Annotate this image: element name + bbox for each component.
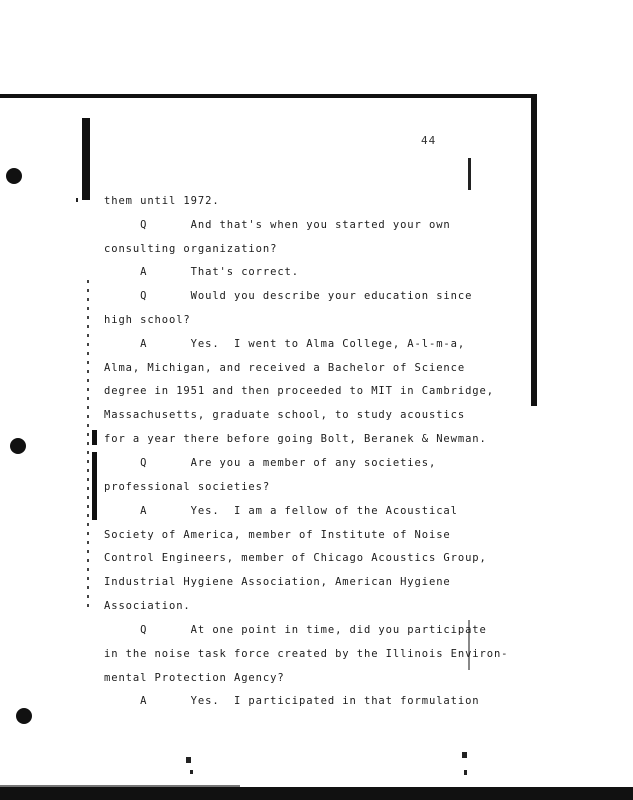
- transcript-line: Alma, Michigan, and received a Bachelor of Science: [104, 362, 466, 374]
- scan-speck: [464, 770, 467, 775]
- scan-border-top: [0, 94, 531, 98]
- binder-hole: [16, 708, 32, 724]
- transcript-line: Massachusetts, graduate school, to study acoustics: [104, 409, 466, 421]
- line-number-marks: [87, 280, 89, 610]
- transcript-line: Q At one point in time, did you participate: [104, 624, 487, 636]
- binder-hole: [10, 438, 26, 454]
- page-number: 44: [421, 134, 437, 147]
- transcript-line: A Yes. I went to Alma College, A-l-m-a,: [104, 338, 466, 350]
- scan-border-bottom: [0, 787, 633, 800]
- transcript-line: Society of America, member of Institute of Noise: [104, 529, 451, 541]
- transcript-line: high school?: [104, 314, 191, 326]
- scan-speck: [76, 198, 78, 202]
- scan-border-right: [531, 94, 537, 406]
- transcript-line: A Yes. I participated in that formulation: [104, 695, 480, 707]
- transcript-line: Q Would you describe your education since: [104, 290, 473, 302]
- transcript-line: mental Protection Agency?: [104, 672, 285, 684]
- scan-speck: [190, 770, 193, 774]
- transcript-line: Q And that's when you started your own: [104, 219, 451, 231]
- transcript-line: Q Are you a member of any societies,: [104, 457, 437, 469]
- transcript-line: Association.: [104, 600, 191, 612]
- scan-speck: [462, 752, 467, 758]
- transcript-line: in the noise task force created by the Illinois Environ-: [104, 648, 509, 660]
- transcript-line: for a year there before going Bolt, Beranek & Newman.: [104, 433, 487, 445]
- binder-hole: [6, 168, 22, 184]
- left-margin-rule: [92, 452, 97, 520]
- transcript-line: them until 1972.: [104, 195, 220, 207]
- transcript-line: professional societies?: [104, 481, 271, 493]
- right-margin-rule: [468, 158, 471, 190]
- transcript-line: degree in 1951 and then proceeded to MIT in Cambridge,: [104, 385, 494, 397]
- transcript-line: Control Engineers, member of Chicago Acoustics Group,: [104, 552, 487, 564]
- left-margin-rule: [92, 430, 97, 445]
- left-margin-rule: [82, 118, 90, 200]
- transcript-line: A Yes. I am a fellow of the Acoustical: [104, 505, 458, 517]
- transcript-line: Industrial Hygiene Association, American Hygiene: [104, 576, 451, 588]
- scan-speck: [186, 757, 191, 763]
- transcript-line: A That's correct.: [104, 266, 299, 278]
- transcript-line: consulting organization?: [104, 243, 278, 255]
